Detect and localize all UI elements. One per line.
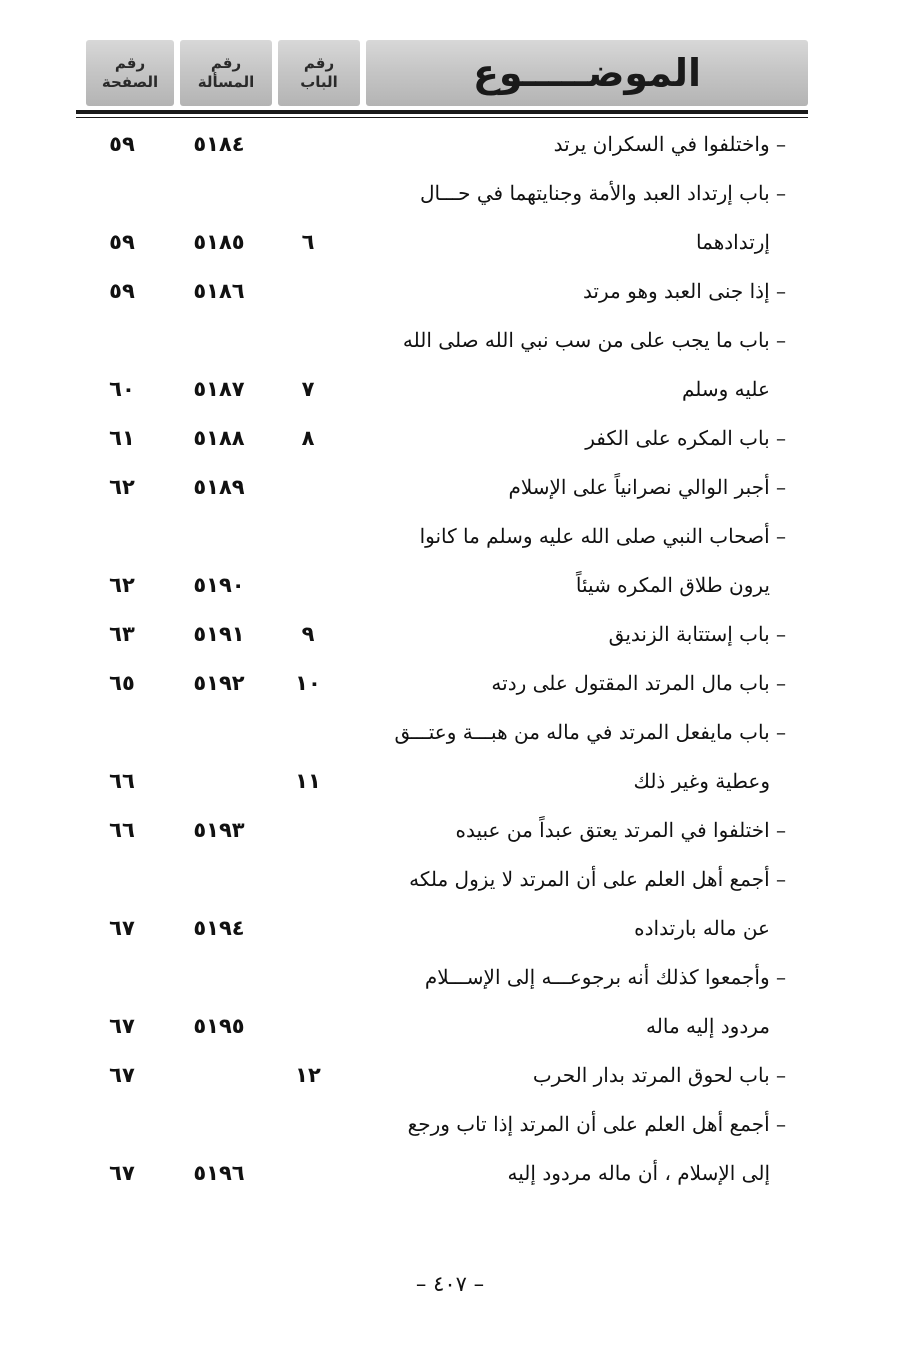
row-subject: – باب المكره على الكفر [585,426,786,450]
row-masala-number: ٥١٨٦ [193,279,245,303]
row-page-number: ٦٦ [109,818,135,842]
row-subject: عليه وسلم [681,377,770,401]
row-subject: – أجمع أهل العلم على أن المرتد لا يزول ملكه [409,867,786,891]
table-row [76,1059,808,1099]
row-page-number: ٥٩ [109,230,135,254]
table-row [76,618,808,658]
row-page-number: ٦٢ [109,475,135,499]
header-masala-line1: رقم [210,54,242,72]
header-rule-thin [76,117,808,118]
row-masala-number: ٥١٩٣ [193,818,245,842]
table-row [76,422,808,462]
header-bab-cell [278,40,360,106]
row-page-number: ٦٧ [109,1161,135,1185]
row-page-number: ٦٧ [109,1063,135,1087]
table-row [76,1157,808,1197]
row-page-number: ٦٢ [109,573,135,597]
row-subject: إرتدادهما [696,230,770,254]
row-subject: – باب مايفعل المرتد في ماله من هبـــة وعتـــق [394,720,786,744]
row-bab-number: ٨ [301,426,315,450]
row-masala-number: ٥١٨٥ [193,230,245,254]
row-subject: – واختلفوا في السكران يرتد [553,132,786,156]
table-row [76,863,808,903]
row-bab-number: ٦ [301,230,315,254]
row-subject: – وأجمعوا كذلك أنه برجوعـــه إلى الإســـلام [424,965,786,989]
row-subject: – باب إرتداد العبد والأمة وجنايتهما في حـــال [419,181,786,205]
row-masala-number: ٥١٩٥ [193,1014,245,1038]
row-subject: – أجمع أهل العلم على أن المرتد إذا تاب ورجع [407,1112,786,1136]
row-page-number: ٦٦ [109,769,135,793]
row-masala-number: ٥١٨٧ [193,377,245,401]
row-subject: – أجبر الوالي نصرانياً على الإسلام [508,475,786,499]
header-rule-thick [76,110,808,114]
row-page-number: ٦٣ [109,622,135,646]
header-masala-line2: المسألة [197,73,255,91]
table-row [76,177,808,217]
header-page-line2: الصفحة [101,73,159,91]
table-row [76,912,808,952]
row-subject: يرون طلاق المكره شيئاً [575,573,770,597]
table-row [76,520,808,560]
row-bab-number: ٧ [301,377,315,401]
table-row [76,667,808,707]
row-masala-number: ٥١٩٢ [193,671,245,695]
row-subject: وعطية وغير ذلك [633,769,770,793]
row-page-number: ٦٥ [109,671,135,695]
header-subject-label: الموضـــــوع [472,51,702,95]
table-row [76,765,808,805]
row-page-number: ٥٩ [109,132,135,156]
table-row [76,569,808,609]
row-masala-number: ٥١٨٨ [193,426,245,450]
row-page-number: ٦٠ [109,377,135,401]
row-subject: إلى الإسلام ، أن ماله مردود إليه [507,1161,770,1185]
row-page-number: ٦٧ [109,1014,135,1038]
row-masala-number: ٥١٩٤ [193,916,245,940]
header-subject-cell [366,40,808,106]
row-subject: – باب مال المرتد المقتول على ردته [491,671,786,695]
page-number: – ٤٠٧ – [415,1272,485,1296]
table-row [76,1108,808,1148]
row-subject: – إذا جنى العبد وهو مرتد [582,279,786,303]
table-row [76,275,808,315]
row-bab-number: ٩ [301,622,315,646]
header-bab-line2: الباب [300,73,338,91]
row-subject: مردود إليه ماله [646,1014,770,1038]
row-page-number: ٥٩ [109,279,135,303]
table-row [76,1010,808,1050]
table-row [76,373,808,413]
table-row [76,961,808,1001]
row-subject: – اختلفوا في المرتد يعتق عبداً من عبيده [455,818,786,842]
row-page-number: ٦١ [109,426,135,450]
table-row [76,128,808,168]
row-subject: عن ماله بارتداده [634,916,770,940]
header-masala-cell [180,40,272,106]
row-subject: – باب ما يجب على من سب نبي الله صلى الله [402,328,786,352]
table-row [76,716,808,756]
row-masala-number: ٥١٩١ [193,622,245,646]
row-masala-number: ٥١٩٠ [193,573,245,597]
row-bab-number: ١١ [295,769,321,793]
row-subject: – أصحاب النبي صلى الله عليه وسلم ما كانوا [419,524,786,548]
row-masala-number: ٥١٩٦ [193,1161,245,1185]
row-bab-number: ١٢ [295,1063,321,1087]
row-masala-number: ٥١٨٩ [193,475,245,499]
row-page-number: ٦٧ [109,916,135,940]
header-bab-line1: رقم [303,54,335,72]
header-page-line1: رقم [114,54,146,72]
table-row [76,324,808,364]
row-subject: – باب إستتابة الزنديق [608,622,786,646]
row-masala-number: ٥١٨٤ [193,132,245,156]
table-row [76,814,808,854]
row-bab-number: ١٠ [295,671,321,695]
header-page-cell [86,40,174,106]
table-row [76,226,808,266]
table-row [76,471,808,511]
row-subject: – باب لحوق المرتد بدار الحرب [532,1063,786,1087]
